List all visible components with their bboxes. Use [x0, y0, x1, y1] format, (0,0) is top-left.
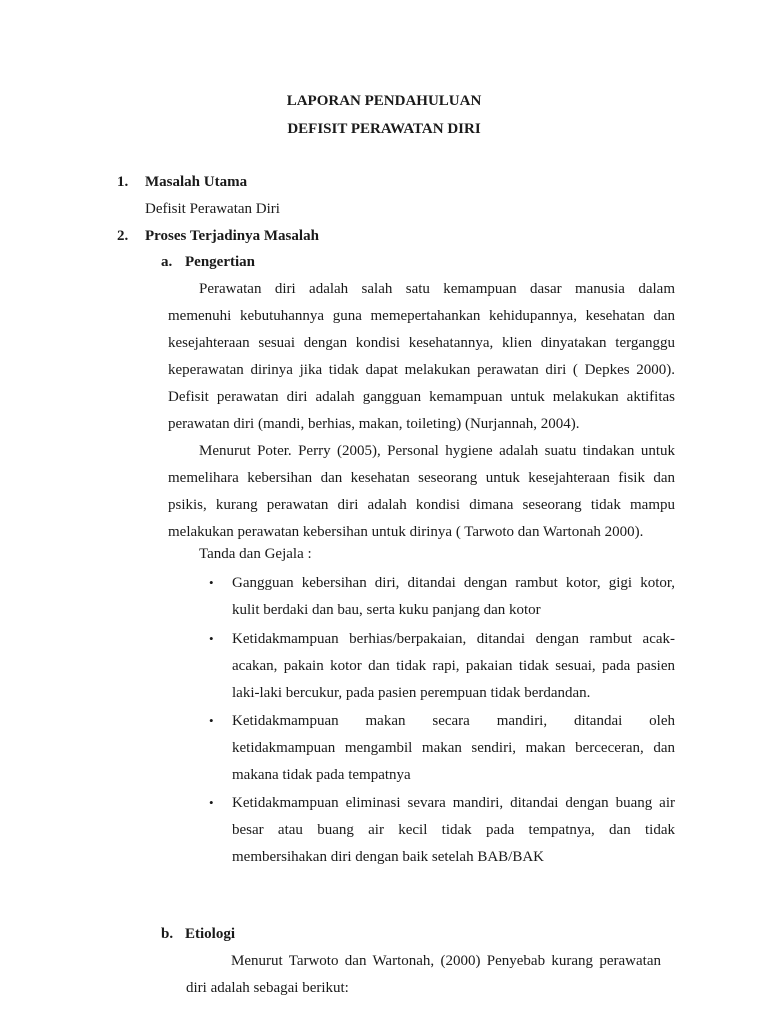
list-item-line: Gangguan kebersihan diri, ditandai dengan rambut kotor, gigi kotor,: [232, 575, 675, 591]
list-item-line: Ketidakmampuan eliminasi sevara mandiri, ditandai dengan buang air: [232, 795, 675, 811]
paragraph-line: melakukan perawatan kebersihan untuk dirinya ( Tarwoto dan Wartonah 2000).: [168, 524, 644, 540]
paragraph-line: memenuhi kebutuhannya guna memepertahankan kehidupannya, kesehatan dan: [168, 308, 675, 324]
list-item-line: laki-laki bercukur, pada pasien perempuan tidak berdandan.: [232, 685, 591, 701]
list-item-line: acakan, pakain kotor dan tidak rapi, pakaian tidak sesuai, pada pasien: [232, 658, 675, 674]
section-body: Defisit Perawatan Diri: [145, 201, 280, 217]
paragraph-line: psikis, kurang perawatan diri adalah kondisi dimana seseorang tidak mampu: [168, 497, 675, 513]
paragraph-line: Menurut Poter. Perry (2005), Personal hygiene adalah suatu tindakan untuk: [199, 443, 675, 459]
section-label: Proses Terjadinya Masalah: [145, 228, 319, 244]
bullet-marker: •: [209, 575, 214, 590]
bullet-marker: •: [209, 631, 214, 646]
list-item-line: besar atau buang air kecil tidak pada tempatnya, dan tidak: [232, 822, 675, 838]
list-item-line: kulit berdaki dan bau, serta kuku panjang dan kotor: [232, 602, 541, 618]
list-item: [232, 790, 675, 871]
list-item-line: makana tidak pada tempatnya: [232, 767, 411, 783]
paragraph-line: diri adalah sebagai berikut:: [186, 980, 349, 996]
paragraph-personal-hygiene: [168, 438, 675, 546]
document-title: LAPORAN PENDAHULUAN: [286, 93, 482, 109]
list-item-line: ketidakmampuan mengambil makan sendiri, makan berceceran, dan: [232, 740, 675, 756]
section-number: 2.: [117, 228, 129, 244]
paragraph-pengertian: [168, 276, 675, 438]
bullet-marker: •: [209, 713, 214, 728]
list-item-line: Ketidakmampuan berhias/berpakaian, ditandai dengan rambut acak-: [232, 631, 675, 647]
section-number: 1.: [117, 174, 129, 190]
bullet-marker: •: [209, 795, 214, 810]
subsection-number: b.: [161, 926, 174, 942]
list-item-line: Ketidakmampuan makan secara mandiri, ditandai oleh: [232, 713, 675, 729]
paragraph-line: Defisit perawatan diri adalah gangguan kemampuan untuk melakukan aktifitas: [168, 389, 675, 405]
list-item: [232, 570, 675, 624]
signs-label: Tanda dan Gejala :: [199, 546, 312, 562]
subsection-label: Pengertian: [185, 254, 255, 270]
document-subtitle: DEFISIT PERAWATAN DIRI: [287, 121, 481, 137]
paragraph-line: perawatan diri (mandi, berhias, makan, toileting) (Nurjannah, 2004).: [168, 416, 580, 432]
subsection-label: Etiologi: [185, 926, 236, 942]
list-item: [232, 626, 675, 707]
list-item-line: membersihakan diri dengan baik setelah BAB/BAK: [232, 849, 545, 865]
paragraph-line: keperawatan dirinya jika tidak dapat melakukan perawatan diri ( Depkes 2000).: [168, 362, 675, 378]
paragraph-line: memelihara kebersihan dan kesehatan seseorang untuk kesejahteraan fisik dan: [168, 470, 675, 486]
list-item: [232, 708, 675, 789]
section-label: Masalah Utama: [145, 174, 248, 190]
paragraph-etiologi: [186, 948, 661, 1002]
paragraph-line: Perawatan diri adalah salah satu kemampuan dasar manusia dalam: [199, 281, 675, 297]
paragraph-line: kesejahteraan sesuai dengan kondisi kesehatannya, klien dinyatakan terganggu: [168, 335, 675, 351]
subsection-number: a.: [161, 254, 173, 270]
paragraph-line: Menurut Tarwoto dan Wartonah, (2000) Penyebab kurang perawatan: [231, 953, 661, 969]
